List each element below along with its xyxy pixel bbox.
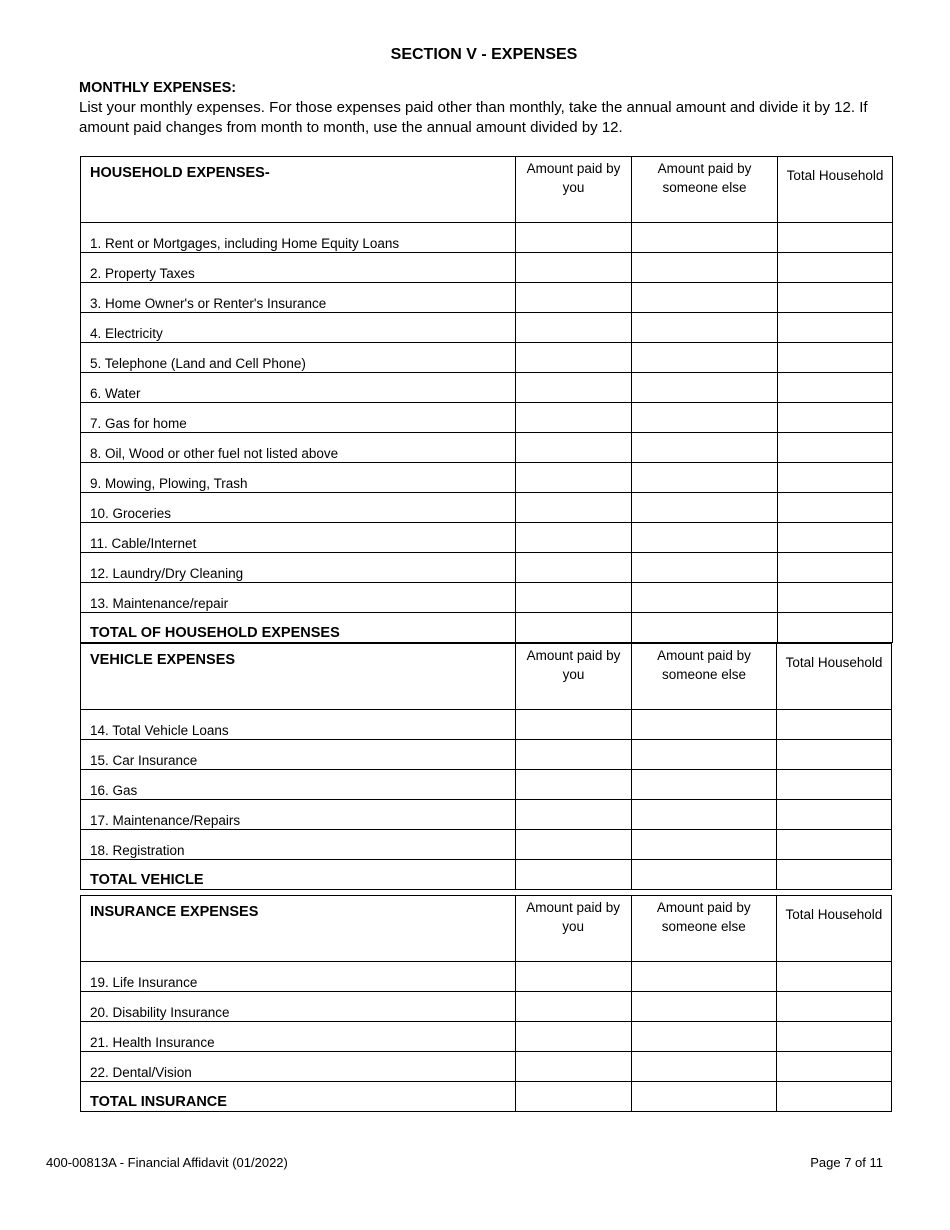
paid-by-you-field[interactable] (516, 403, 632, 433)
vehicle-total-row (81, 860, 892, 890)
expense-label: 21. Health Insurance (81, 1022, 516, 1052)
paid-by-you-field[interactable] (516, 523, 632, 553)
household-total-row (81, 613, 893, 643)
total-total-household-field[interactable] (777, 860, 892, 890)
expense-label: 18. Registration (81, 830, 516, 860)
expense-label: 14. Total Vehicle Loans (81, 710, 516, 740)
expense-row (81, 433, 893, 463)
column-header-total-household: Total Household (778, 157, 893, 223)
paid-by-someone-else-field[interactable] (632, 403, 778, 433)
total-household-field[interactable] (777, 830, 892, 860)
paid-by-you-field[interactable] (516, 463, 632, 493)
column-header-total-household: Total Household (776, 896, 891, 962)
expense-row (81, 962, 892, 992)
expense-label: 13. Maintenance/repair (81, 583, 516, 613)
total-household-field[interactable] (778, 463, 893, 493)
column-header-paid-by-someone-else: Amount paid by someone else (632, 644, 777, 710)
total-paid-by-someone-else-field[interactable] (631, 1082, 776, 1112)
expense-label: 3. Home Owner's or Renter's Insurance (81, 283, 516, 313)
expense-label: 16. Gas (81, 770, 516, 800)
expense-row (81, 313, 893, 343)
paid-by-someone-else-field[interactable] (632, 710, 777, 740)
expense-row (81, 583, 893, 613)
vehicle-total-label: TOTAL VEHICLE (81, 860, 516, 890)
paid-by-you-field[interactable] (515, 992, 631, 1022)
total-paid-by-someone-else-field[interactable] (632, 860, 777, 890)
total-household-field[interactable] (778, 283, 893, 313)
paid-by-you-field[interactable] (516, 313, 632, 343)
total-paid-by-you-field[interactable] (515, 1082, 631, 1112)
paid-by-someone-else-field[interactable] (632, 770, 777, 800)
paid-by-someone-else-field[interactable] (632, 463, 778, 493)
paid-by-someone-else-field[interactable] (632, 800, 777, 830)
total-household-field[interactable] (778, 553, 893, 583)
total-household-field[interactable] (778, 583, 893, 613)
paid-by-someone-else-field[interactable] (632, 313, 778, 343)
paid-by-you-field[interactable] (516, 770, 632, 800)
expense-row (81, 770, 892, 800)
section-title: SECTION V - EXPENSES (390, 46, 578, 63)
total-household-field[interactable] (777, 740, 892, 770)
expense-row (81, 1022, 892, 1052)
total-household-field[interactable] (778, 433, 893, 463)
total-household-field[interactable] (777, 770, 892, 800)
paid-by-someone-else-field[interactable] (632, 830, 777, 860)
page-number: Page 7 of 11 (810, 1155, 883, 1170)
paid-by-you-field[interactable] (516, 740, 632, 770)
paid-by-you-field[interactable] (516, 253, 632, 283)
expense-label: 20. Disability Insurance (81, 992, 516, 1022)
total-household-field[interactable] (776, 1052, 891, 1082)
total-household-field[interactable] (778, 223, 893, 253)
total-household-field[interactable] (778, 313, 893, 343)
expense-label: 1. Rent or Mortgages, including Home Equity Loans (81, 223, 516, 253)
expense-label: 19. Life Insurance (81, 962, 516, 992)
expense-row (81, 740, 892, 770)
expense-label: 15. Car Insurance (81, 740, 516, 770)
expense-row (81, 463, 893, 493)
insurance-expenses-table (80, 895, 892, 1112)
paid-by-someone-else-field[interactable] (632, 740, 777, 770)
column-header-paid-by-you: Amount paid by you (516, 644, 632, 710)
column-header-paid-by-you: Amount paid by you (516, 157, 632, 223)
expense-row (81, 553, 893, 583)
column-header-paid-by-someone-else: Amount paid by someone else (631, 896, 776, 962)
paid-by-someone-else-field[interactable] (632, 433, 778, 463)
expense-label: 10. Groceries (81, 493, 516, 523)
expense-row (81, 283, 893, 313)
instructions-text: List your monthly expenses. For those expenses paid other than monthly, take the annual amount and divide it by 12. If amount paid changes from month to month, use the annual amount divided by 12. (79, 99, 868, 136)
expense-row (81, 223, 893, 253)
column-header-paid-by-someone-else: Amount paid by someone else (632, 157, 778, 223)
paid-by-someone-else-field[interactable] (632, 223, 778, 253)
expense-row (81, 1052, 892, 1082)
total-household-field[interactable] (778, 343, 893, 373)
expense-row (81, 403, 893, 433)
insurance-header-row (81, 896, 892, 962)
paid-by-someone-else-field[interactable] (632, 523, 778, 553)
total-household-field[interactable] (778, 253, 893, 283)
expense-label: 5. Telephone (Land and Cell Phone) (81, 343, 516, 373)
paid-by-someone-else-field[interactable] (631, 962, 776, 992)
paid-by-someone-else-field[interactable] (632, 583, 778, 613)
column-header-paid-by-you: Amount paid by you (515, 896, 631, 962)
insurance-total-row (81, 1082, 892, 1112)
total-paid-by-you-field[interactable] (516, 860, 632, 890)
paid-by-you-field[interactable] (516, 343, 632, 373)
total-total-household-field[interactable] (778, 613, 893, 643)
paid-by-someone-else-field[interactable] (632, 343, 778, 373)
expense-label: 17. Maintenance/Repairs (81, 800, 516, 830)
vehicle-section-title: VEHICLE EXPENSES (81, 644, 516, 710)
insurance-total-label: TOTAL INSURANCE (81, 1082, 516, 1112)
expense-label: 6. Water (81, 373, 516, 403)
paid-by-you-field[interactable] (516, 223, 632, 253)
expense-label: 2. Property Taxes (81, 253, 516, 283)
paid-by-you-field[interactable] (516, 433, 632, 463)
paid-by-you-field[interactable] (515, 962, 631, 992)
household-expenses-table (80, 156, 893, 643)
paid-by-someone-else-field[interactable] (632, 283, 778, 313)
household-total-label: TOTAL OF HOUSEHOLD EXPENSES (81, 613, 516, 643)
paid-by-you-field[interactable] (516, 493, 632, 523)
expense-row (81, 800, 892, 830)
paid-by-someone-else-field[interactable] (632, 373, 778, 403)
total-household-field[interactable] (776, 962, 891, 992)
expense-label: 22. Dental/Vision (81, 1052, 516, 1082)
total-household-field[interactable] (778, 493, 893, 523)
household-section-title: HOUSEHOLD EXPENSES- (81, 157, 516, 223)
vehicle-expenses-table (80, 643, 892, 890)
expense-row (81, 373, 893, 403)
expense-row (81, 493, 893, 523)
total-paid-by-you-field[interactable] (516, 613, 632, 643)
expense-row (81, 710, 892, 740)
expense-row (81, 992, 892, 1022)
total-household-field[interactable] (777, 710, 892, 740)
paid-by-you-field[interactable] (516, 553, 632, 583)
total-household-field[interactable] (778, 523, 893, 553)
total-total-household-field[interactable] (776, 1082, 891, 1112)
paid-by-you-field[interactable] (515, 1052, 631, 1082)
expense-row (81, 523, 893, 553)
paid-by-someone-else-field[interactable] (632, 553, 778, 583)
insurance-section-title: INSURANCE EXPENSES (81, 896, 516, 962)
paid-by-you-field[interactable] (515, 1022, 631, 1052)
paid-by-someone-else-field[interactable] (631, 1052, 776, 1082)
form-identifier: 400-00813A - Financial Affidavit (01/2022) (46, 1155, 288, 1170)
expense-row (81, 343, 893, 373)
household-header-row (81, 157, 893, 223)
paid-by-you-field[interactable] (516, 583, 632, 613)
expense-label: 7. Gas for home (81, 403, 516, 433)
expense-row (81, 830, 892, 860)
total-paid-by-someone-else-field[interactable] (632, 613, 778, 643)
paid-by-you-field[interactable] (516, 373, 632, 403)
paid-by-you-field[interactable] (516, 830, 632, 860)
total-household-field[interactable] (778, 403, 893, 433)
expense-label: 8. Oil, Wood or other fuel not listed above (81, 433, 516, 463)
expense-label: 11. Cable/Internet (81, 523, 516, 553)
paid-by-someone-else-field[interactable] (632, 253, 778, 283)
monthly-expenses-heading: MONTHLY EXPENSES: (79, 80, 237, 96)
expense-label: 9. Mowing, Plowing, Trash (81, 463, 516, 493)
expense-row (81, 253, 893, 283)
total-household-field[interactable] (776, 1022, 891, 1052)
paid-by-you-field[interactable] (516, 283, 632, 313)
vehicle-header-row (81, 644, 892, 710)
total-household-field[interactable] (778, 373, 893, 403)
expense-label: 4. Electricity (81, 313, 516, 343)
column-header-total-household: Total Household (777, 644, 892, 710)
paid-by-you-field[interactable] (516, 800, 632, 830)
paid-by-someone-else-field[interactable] (631, 1022, 776, 1052)
paid-by-someone-else-field[interactable] (632, 493, 778, 523)
paid-by-someone-else-field[interactable] (631, 992, 776, 1022)
expense-label: 12. Laundry/Dry Cleaning (81, 553, 516, 583)
paid-by-you-field[interactable] (516, 710, 632, 740)
total-household-field[interactable] (777, 800, 892, 830)
total-household-field[interactable] (776, 992, 891, 1022)
